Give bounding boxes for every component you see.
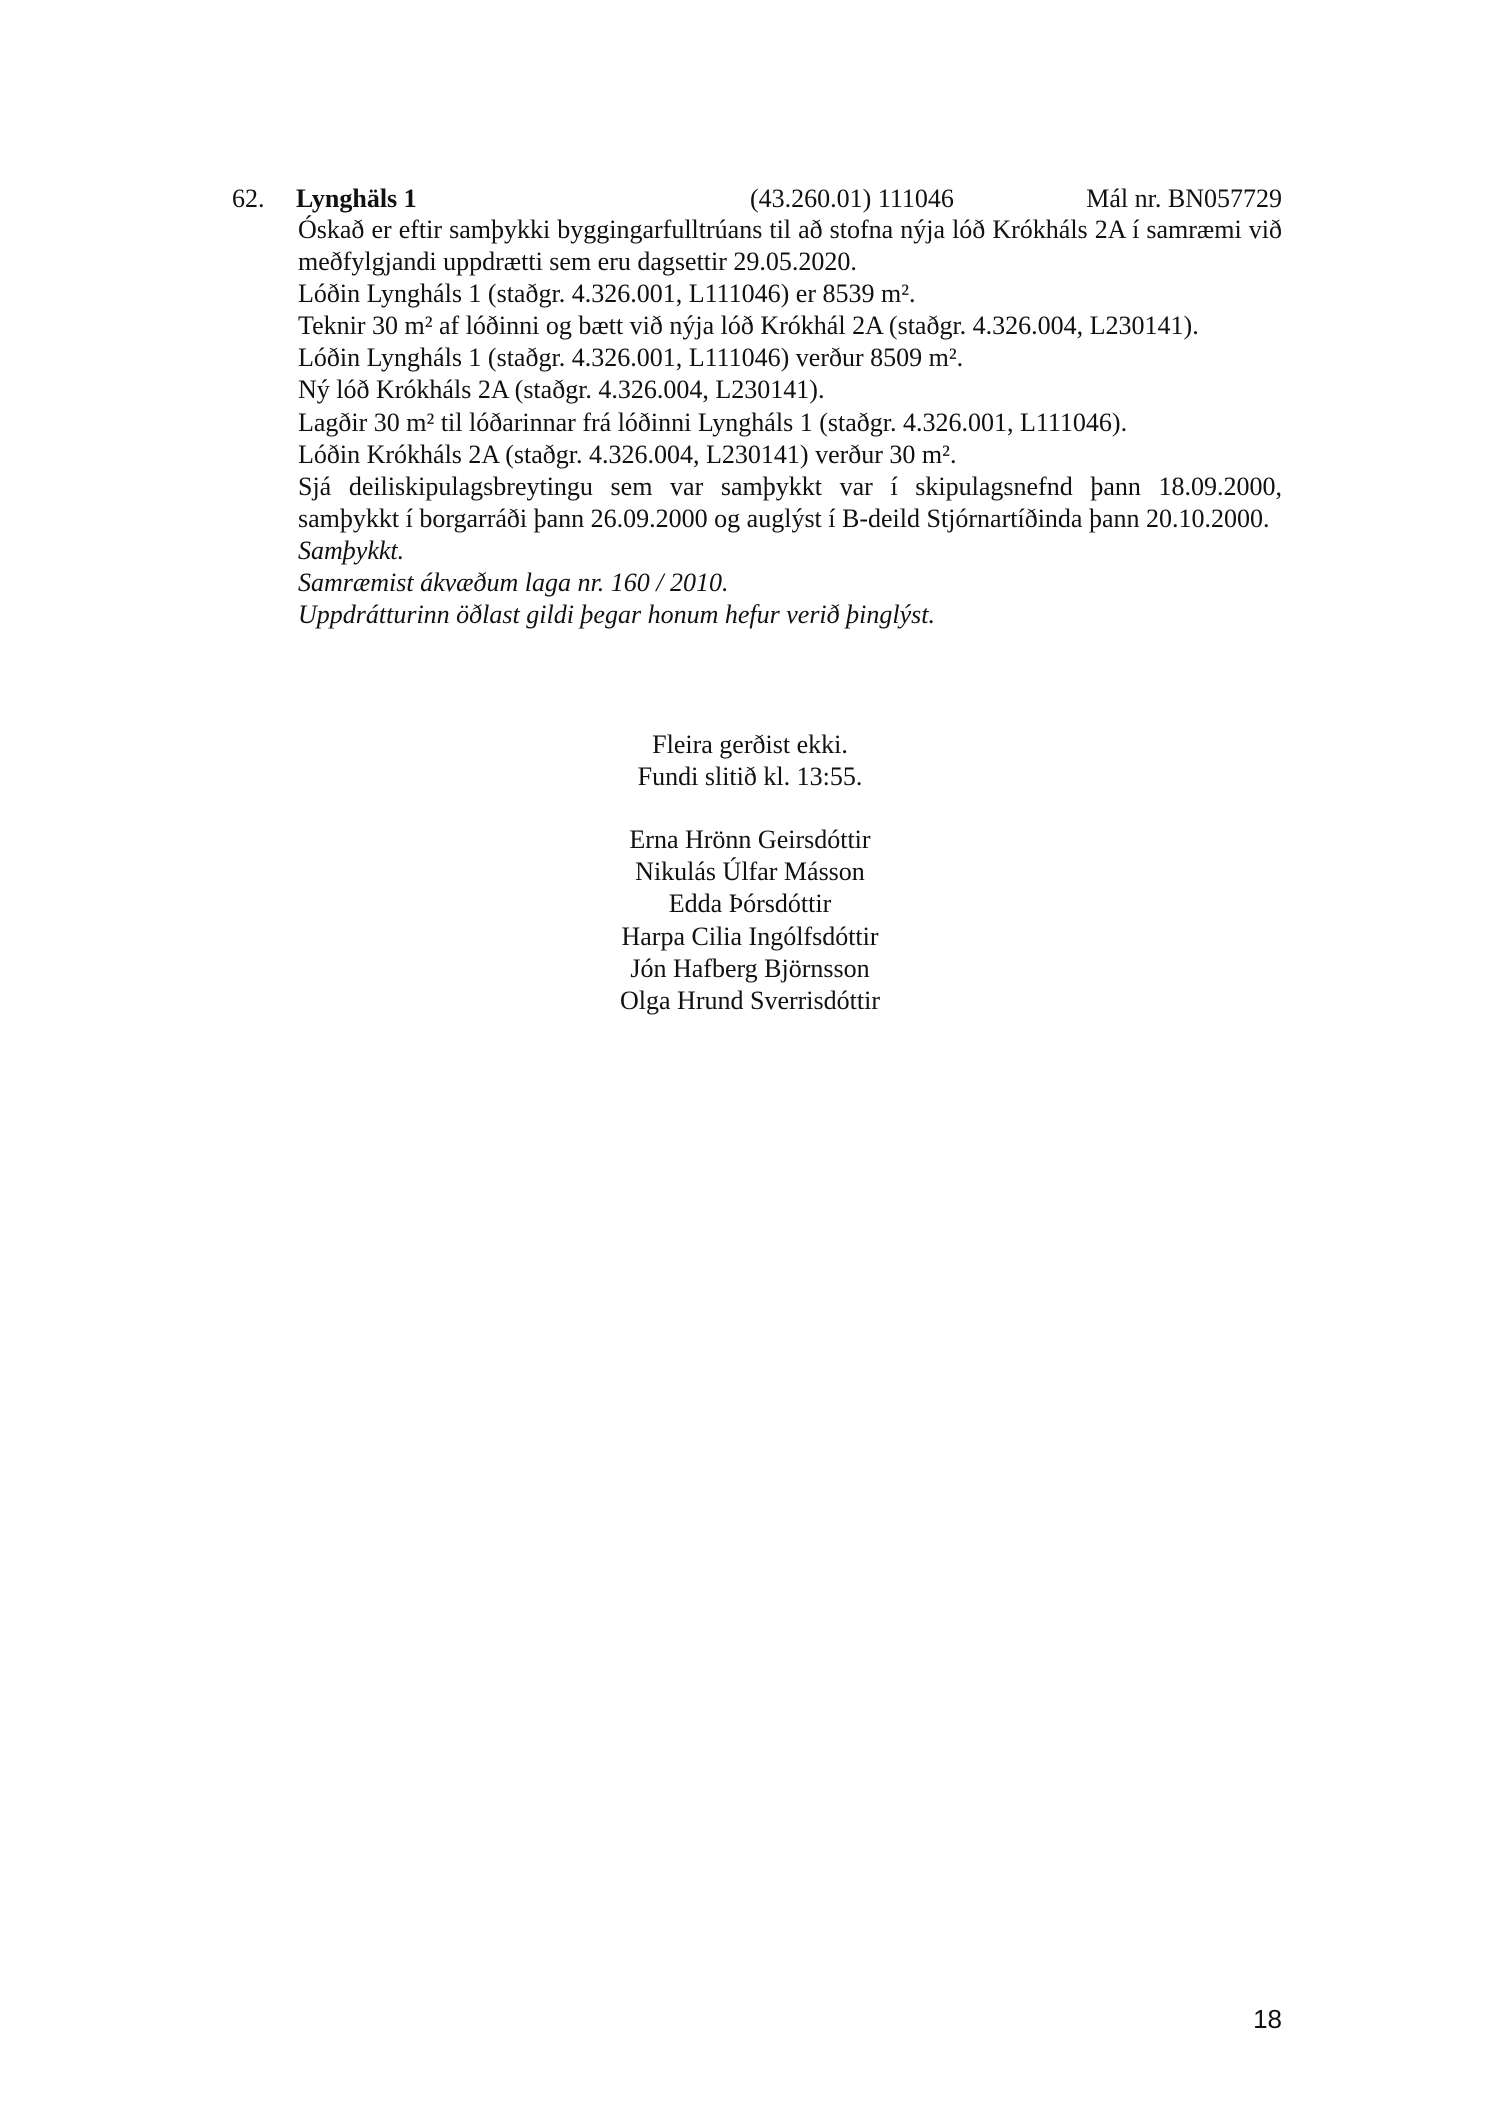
body-paragraph-zoning: Sjá deiliskipulagsbreytingu sem var samþykkt var í skipulagsnefnd þann 18.09.2000, samþykkt í borgarráði þann 26.09.2000 og auglýst í B-deild Stjórnartíðinda þann 20.10.2000. [298,471,1282,533]
body-paragraph: Ný lóð Krókháls 2A (staðgr. 4.326.004, L230141). [298,375,825,405]
signatory-name: Olga Hrund Sverrisdóttir [620,986,880,1016]
closing-line-nothing-further: Fleira gerðist ekki. [652,730,848,759]
body-paragraph: Lóðin Krókháls 2A (staðgr. 4.326.004, L230141) verður 30 m². [298,439,957,469]
decision-approved: Samþykkt. [298,535,405,565]
signatory-name: Jón Hafberg Björnsson [630,953,870,983]
body-paragraph: Lóðin Lyngháls 1 (staðgr. 4.326.001, L111046) er 8539 m². [298,279,916,309]
signatory-name: Erna Hrönn Geirsdóttir [629,825,871,854]
item-number: 62. [232,184,265,213]
body-paragraph-request: Óskað er eftir samþykki byggingarfulltrúans til að stofna nýja lóð Krókháls 2A í samræmi við meðfylgjandi uppdrætti sem eru dagsettir 29.05.2020. [298,215,1282,277]
item-title: Lynghäls 1 [296,184,417,213]
closing-line-meeting-adjourned: Fundi slitið kl. 13:55. [637,762,863,791]
decision-law-compliance: Samræmist ákvæðum laga nr. 160 / 2010. [298,568,729,598]
item-reference: (43.260.01) 111046 [750,184,954,213]
body-paragraph: Lóðin Lyngháls 1 (staðgr. 4.326.001, L111046) verður 8509 m². [298,343,964,373]
signatory-name: Edda Þórsdóttir [668,889,832,919]
item-body [298,214,1282,631]
decision-registration-note: Uppdrátturinn öðlast gildi þegar honum hefur verið þinglýst. [298,600,935,630]
agenda-item-header [232,183,1282,215]
item-case-number: Mál nr. BN057729 [1086,184,1282,213]
signatory-name: Harpa Cilia Ingólfsdóttir [621,921,879,951]
page-number: 18 [1253,2004,1282,2034]
signatory-name: Nikulás Úlfar Másson [635,857,865,887]
signatory-list [0,824,1500,1017]
body-paragraph: Lagðir 30 m² til lóðarinnar frá lóðinni Lyngháls 1 (staðgr. 4.326.001, L111046). [298,407,1128,437]
body-paragraph: Teknir 30 m² af lóðinni og bætt við nýja lóð Krókhál 2A (staðgr. 4.326.004, L230141). [298,311,1199,341]
